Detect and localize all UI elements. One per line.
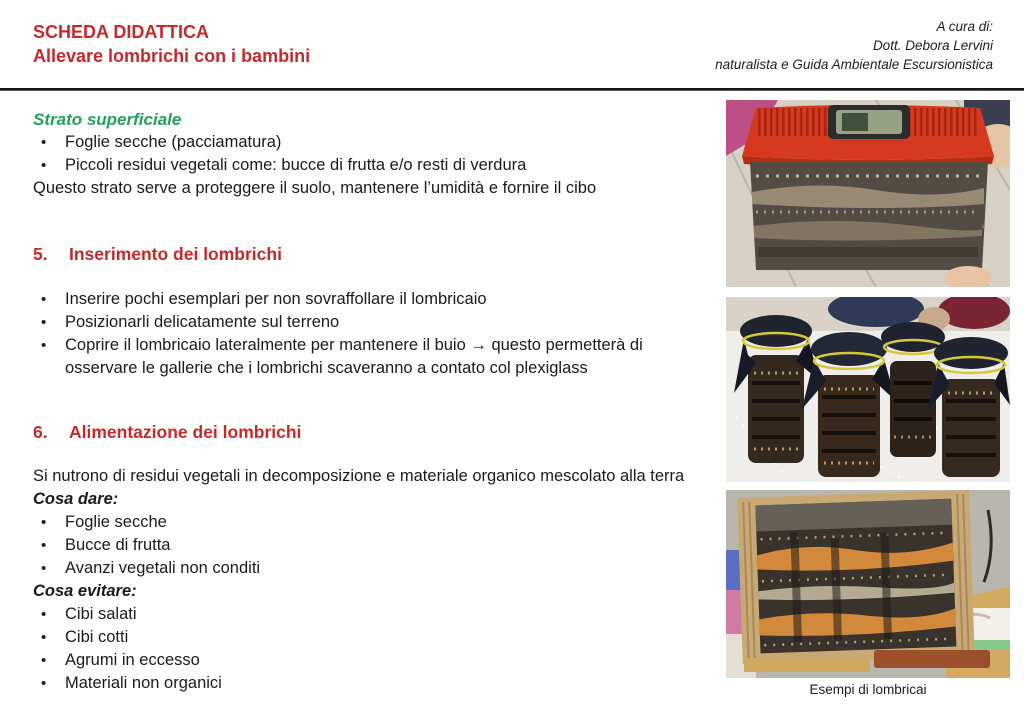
give-label: Cosa dare:	[33, 490, 119, 508]
text-column	[33, 108, 723, 695]
bottle-body	[748, 355, 804, 463]
list-item: • Piccoli residui vegetali come: bucce di frutta e/o resti di verdura	[33, 154, 678, 177]
cloth-top	[934, 337, 1008, 369]
strato-note: Questo strato serve a proteggere il suolo, mantenere l’umidità e fornire il cibo	[33, 179, 597, 197]
terracotta-tray	[874, 650, 990, 668]
list-item: • Avanzi vegetali non conditi	[33, 557, 678, 580]
list-item: • Cibi cotti	[33, 626, 678, 649]
list-item: • Cibi salati	[33, 603, 678, 626]
credits-line1: A cura di:	[936, 19, 993, 34]
list-item: • Foglie secche (pacciamatura)	[33, 131, 678, 154]
wooden-base	[744, 658, 870, 672]
list-item: • Agrumi in eccesso	[33, 649, 678, 672]
section6-title: Alimentazione dei lombrichi	[69, 422, 302, 442]
section5-bullet-list	[33, 288, 723, 380]
avoid-list	[33, 603, 723, 695]
list-item: • Materiali non organici	[33, 672, 678, 695]
list-item: • Bucce di frutta	[33, 534, 678, 557]
page-title-line2: Allevare lombrichi con i bambini	[33, 46, 311, 66]
section6-number: 6.	[33, 422, 48, 442]
header-divider	[0, 88, 1024, 91]
page-title	[33, 20, 310, 68]
photos-caption: Esempi di lombricai	[809, 682, 927, 697]
strato-heading: Strato superficiale	[33, 110, 182, 129]
credits-line2: Dott. Debora Lervini	[872, 38, 993, 53]
lid-window-shadow	[842, 113, 868, 131]
cloth-top	[740, 315, 812, 347]
bottles-illustration	[726, 297, 1010, 482]
framed-wormery-photo	[726, 490, 1010, 678]
bottle-body	[818, 375, 880, 477]
section5-heading	[33, 243, 723, 266]
wormery-frame-group	[737, 490, 975, 664]
cloth-top	[811, 332, 887, 366]
credits-block	[715, 17, 993, 74]
section5-number: 5.	[33, 244, 48, 264]
list-item: • Foglie secche	[33, 511, 678, 534]
cloth-top	[881, 322, 945, 352]
list-item: • Coprire il lombricaio lateralmente per mantenere il buio → questo permetterà di osservare le gallerie che i lombrichi scaveranno a contato col plexiglass	[33, 334, 678, 380]
section6-intro: Si nutrono di residui vegetali in decomposizione e materiale organico mescolato alla terra	[33, 467, 685, 485]
give-list	[33, 511, 723, 580]
avoid-label: Cosa evitare:	[33, 582, 137, 600]
strato-bullet-list	[33, 131, 723, 177]
credits-line3: naturalista e Guida Ambientale Escursionistica	[715, 57, 993, 72]
list-item: • Posizionarli delicatamente sul terreno	[33, 311, 678, 334]
bottle-body	[890, 361, 936, 457]
section5-title: Inserimento dei lombrichi	[69, 244, 282, 264]
page-title-line1: SCHEDA DIDATTICA	[33, 22, 209, 42]
framed-wormery-illustration	[726, 490, 1010, 678]
bottle-wormeries-photo	[726, 297, 1010, 482]
list-item: • Inserire pochi esemplari per non sovraffollare il lombricaio	[33, 288, 678, 311]
section6-heading	[33, 421, 723, 444]
faunabox-photo	[726, 100, 1010, 287]
faunabox-illustration	[726, 100, 1010, 287]
